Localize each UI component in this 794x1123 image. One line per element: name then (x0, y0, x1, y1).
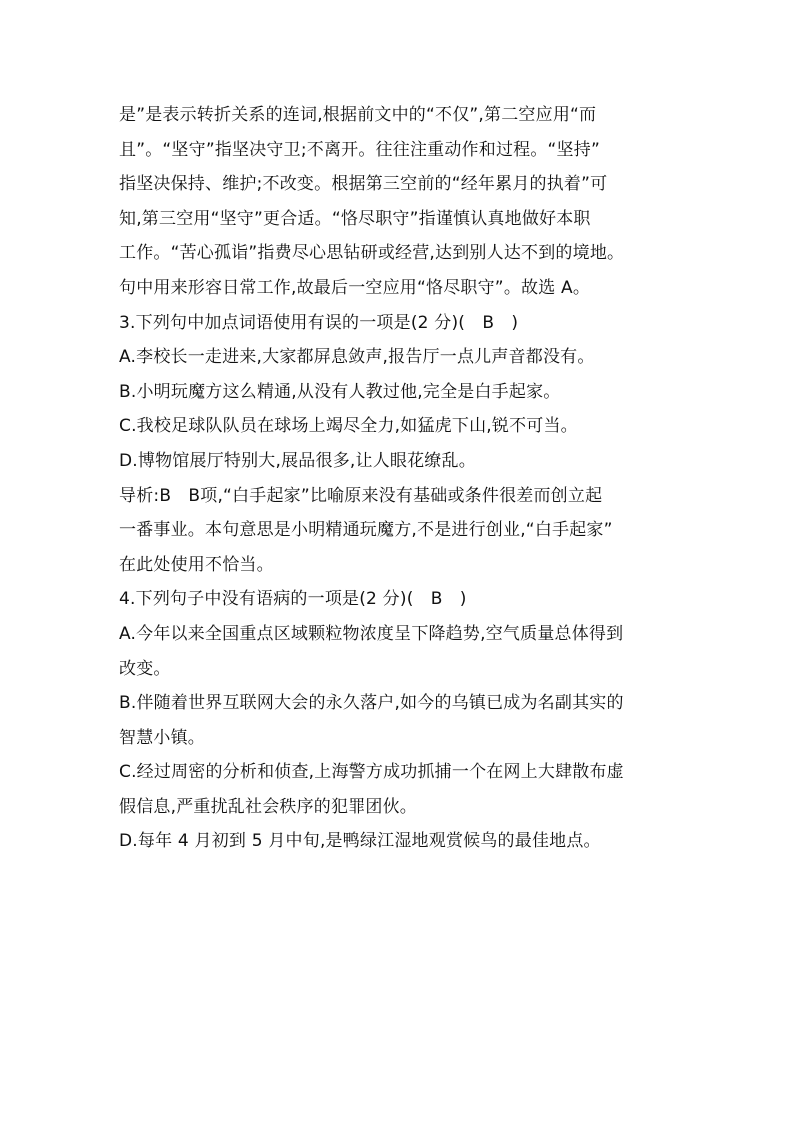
option-c: C.我校足球队队员在球场上竭尽全力,如猛虎下山,锐不可当。 (119, 416, 578, 437)
analysis-line: 一番事业。本句意思是小明精通玩魔方,不是进行创业,“白手起家” (119, 520, 613, 541)
question-4-stem: 4.下列句子中没有语病的一项是(2 分)( B ) (119, 589, 467, 610)
option-b-continued: 智慧小镇。 (119, 727, 205, 748)
text-line: 是”是表示转折关系的连词,根据前文中的“不仅”,第二空应用“而 (119, 105, 597, 125)
option-c: C.经过周密的分析和侦查,上海警方成功抓捕一个在网上大肆散布虚 (119, 762, 624, 783)
text-line: 工作。“苦心孤诣”指费尽心思钻研或经营,达到别人达不到的境地。 (119, 243, 625, 264)
text-line: 知,第三空用“坚守”更合适。“恪尽职守”指谨慎认真地做好本职 (119, 208, 591, 229)
option-c-continued: 假信息,严重扰乱社会秩序的犯罪团伙。 (119, 796, 418, 817)
analysis-line: 在此处使用不恰当。 (119, 554, 274, 575)
question-3-stem: 3.下列句中加点词语使用有误的一项是(2 分)( B ) (119, 312, 519, 333)
option-b: B.小明玩魔方这么精通,从没有人教过他,完全是白手起家。 (119, 381, 561, 402)
document-body (119, 98, 699, 859)
option-b: B.伴随着世界互联网大会的永久落户,如今的乌镇已成为名副其实的 (119, 693, 624, 714)
option-d: D.每年 4 月初到 5 月中旬,是鸭绿江湿地观赏候鸟的最佳地点。 (119, 831, 601, 852)
analysis-line: 导析:B B项,“白手起家”比喻原来没有基础或条件很差而创立起 (119, 485, 603, 506)
option-d: D.博物馆展厅特别大,展品很多,让人眼花缭乱。 (119, 450, 476, 471)
option-a-continued: 改变。 (119, 658, 171, 679)
text-line: 且”。“坚守”指坚决守卫;不离开。往往注重动作和过程。“坚持” (119, 139, 600, 160)
text-line: 指坚决保持、维护;不改变。根据第三空前的“经年累月的执着”可 (119, 174, 608, 195)
option-a: A.李校长一走进来,大家都屏息敛声,报告厅一点儿声音都没有。 (119, 347, 595, 368)
text-line: 句中用来形容日常工作,故最后一空应用“恪尽职守”。故选 A。 (119, 277, 591, 298)
option-a: A.今年以来全国重点区域颗粒物浓度呈下降趋势,空气质量总体得到 (119, 623, 624, 644)
